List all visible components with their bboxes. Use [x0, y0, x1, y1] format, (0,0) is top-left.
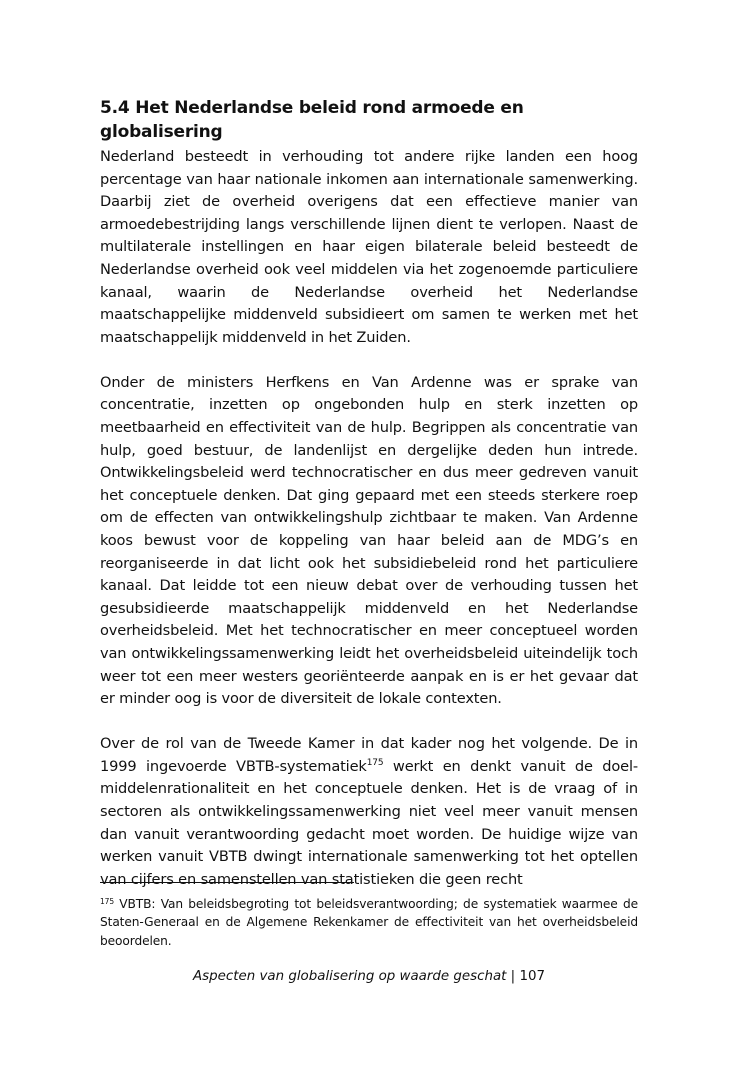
paragraph-3-text-end: werkt en denkt vanuit de doel-middelenrationaliteit en het conceptuele denken. Het is de vraag of in sectoren als ontwikkelingssamenwerking niet veel meer vanuit mensen dan vanuit verantwoording gedacht moet worden. De huidige wijze van werken vanuit VBTB dwingt internationale samenwerking tot het optellen van cijfers en samenstellen van statistieken die geen recht — [100, 757, 638, 888]
paragraph-2: Onder de ministers Herfkens en Van Ardenne was er sprake van concentratie, inzetten op ongebonden hulp en sterk inzetten op meetbaarheid en effectiviteit van de hulp. Begrippen als concentratie van hulp, goed bestuur, de landenlijst en dergelijke deden hun intrede. Ontwikkelingsbeleid werd technocratischer en dus meer gedreven vanuit het conceptuele denken. Dat ging gepaard met een steeds sterkere roep om de effecten van ontwikkelingshulp zichtbaar te maken. Van Ardenne koos bewust voor de koppeling van haar beleid aan de MDG’s en reorganiseerde in dat licht ook het subsidiebeleid rond het particuliere kanaal. Dat leidde tot een nieuw debat over de verhouding tussen het gesubsidieerde maatschappelijk middenveld en het Nederlandse overheidsbeleid. Met het technocratischer en meer conceptueel worden van ontwikkelingssamenwerking leidt het overheidsbeleid uiteindelijk toch weer tot een meer westers georiënteerde aanpak en is er het gevaar dat er minder oog is voor de diversiteit de lokale contexten. — [100, 373, 638, 708]
section-heading: 5.4 Het Nederlandse beleid rond armoede en globalisering — [100, 98, 524, 142]
footnote-divider — [100, 882, 354, 883]
page-number: 107 — [519, 969, 545, 984]
page-footer — [100, 967, 638, 987]
footnote-text: VBTB: Van beleidsbegroting tot beleidsverantwoording; de systematiek waarmee de Staten-Generaal en de Algemene Rekenkamer de effectiviteit van het overheidsbeleid beoordelen. — [100, 897, 638, 948]
footnote-reference[interactable]: 175 — [366, 757, 384, 768]
paragraph-1: Nederland besteedt in verhouding tot andere rijke landen een hoog percentage van haar nationale inkomen aan internationale samenwerking. Daarbij ziet de overheid overigens dat een effectieve manier van armoedebestrijding langs verschillende lijnen dient te verlopen. Naast de multilaterale instellingen en haar eigen bilaterale beleid besteedt de Nederlandse overheid ook veel middelen via het zogenoemde particuliere kanaal, waarin de Nederlandse overheid het Nederlandse maatschappelijke middenveld subsidieert om samen te werken met het maatschappelijk middenveld in het Zuiden. — [100, 148, 638, 346]
footer-title: Aspecten van globalisering op waarde geschat — [192, 969, 507, 984]
page-body — [100, 96, 638, 891]
footnote-number: 175 — [100, 897, 115, 906]
paragraph-3-text-start: Over de rol van de Tweede Kamer in dat kader nog het volgende. De in 1999 ingevoerde VBTB-systematiek — [100, 735, 638, 775]
paragraph-3 — [100, 733, 638, 891]
footer-separator: | — [506, 969, 520, 984]
footnote — [100, 895, 638, 950]
